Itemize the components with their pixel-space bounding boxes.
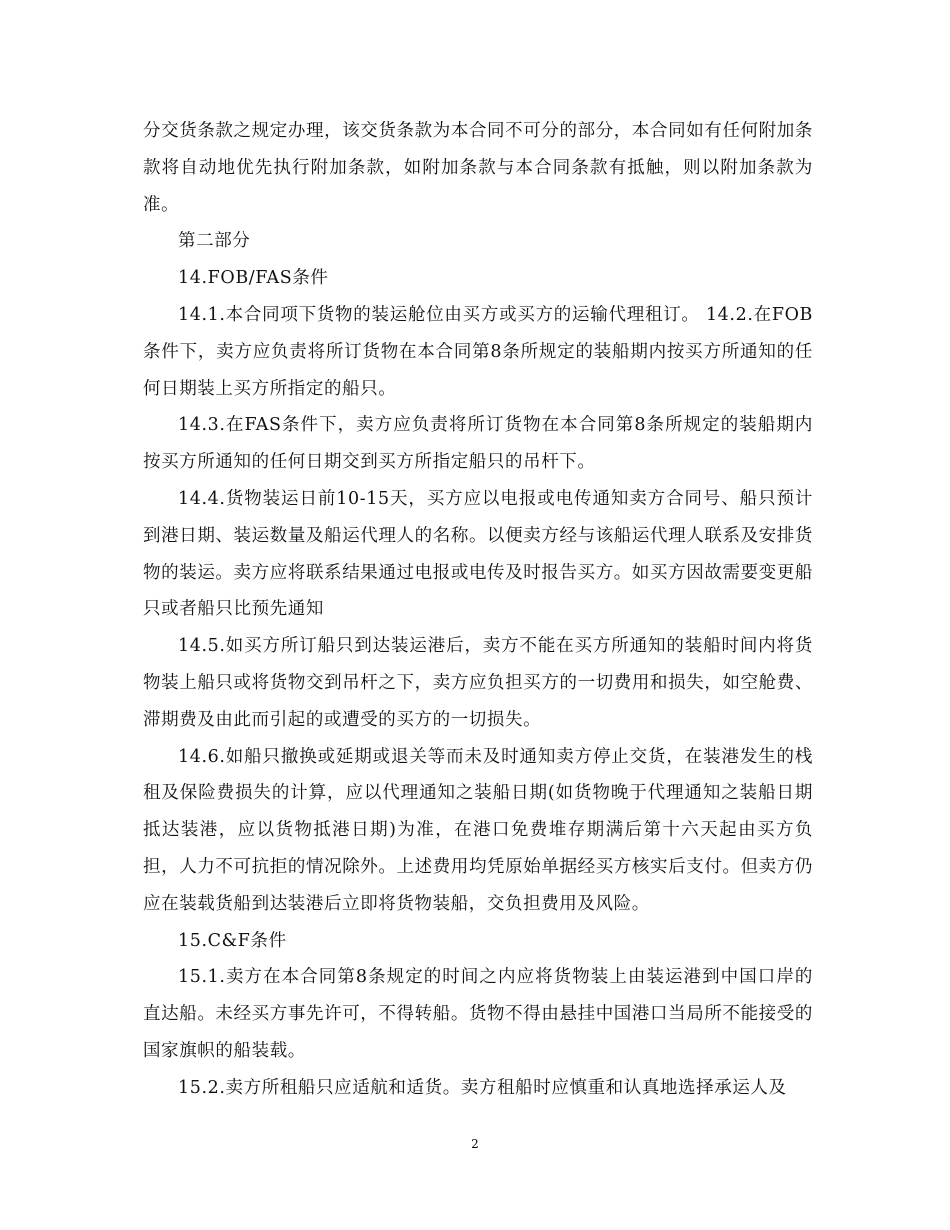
clause-14-3: 14.3.在FAS条件下，卖方应负责将所订货物在本合同第8条所规定的装船期内按买方所通知的任何日期交到买方所指定船只的吊杆下。 — [143, 415, 813, 473]
clause-heading-14: 14.FOB/FAS条件 — [178, 268, 329, 289]
section-heading-part-two: 第二部分 — [178, 231, 251, 252]
page-number: 2 — [471, 1137, 479, 1151]
clause-14-4: 14.4.货物装运日前10-15天，买方应以电报或电传通知卖方合同号、船只预计到港日期、装运数量及船运代理人的名称。以便卖方经与该船运代理人联系及安排货物的装运。卖方应将联系结果通过电报或电传及时报告买方。如买方因故需要变更船只或者船只比预先通知 — [143, 488, 813, 620]
clause-14-5: 14.5.如买方所订船只到达装运港后，卖方不能在买方所通知的装船时间内将货物装上船只或将货物交到吊杆之下，卖方应负担买方的一切费用和损失，如空舱费、滞期费及由此而引起的或遭受的买方的一切损失。 — [143, 636, 813, 730]
clause-15-2: 15.2.卖方所租船只应适航和适货。卖方租船时应慎重和认真地选择承运人及 — [178, 1077, 787, 1098]
document-body — [143, 113, 813, 1107]
clause-heading-15: 15.C&F条件 — [178, 930, 287, 951]
paragraph-continuation: 分交货条款之规定办理，该交货条款为本合同不可分的部分，本合同如有任何附加条款将自动地优先执行附加条款，如附加条款与本合同条款有抵触，则以附加条款为准。 — [143, 121, 813, 215]
clause-14-1-14-2: 14.1.本合同项下货物的装运舱位由买方或买方的运输代理租订。 14.2.在FOB条件下，卖方应负责将所订货物在本合同第8条所规定的装船期内按买方所通知的任何日期装上买方所指定的船只。 — [143, 304, 813, 399]
clause-14-6: 14.6.如船只撤换或延期或退关等而未及时通知卖方停止交货，在装港发生的栈租及保险费损失的计算，应以代理通知之装船日期(如货物晚于代理通知之装船日期抵达装港，应以货物抵港日期)为准，在港口免费堆存期满后第十六天起由买方负担，人力不可抗拒的情况除外。上述费用均凭原始单据经买方核实后支付。但卖方仍应在装载货船到达装港后立即将货物装船，交负担费用及风险。 — [143, 746, 813, 914]
clause-15-1: 15.1.卖方在本合同第8条规定的时间之内应将货物装上由装运港到中国口岸的直达船。未经买方事先许可，不得转船。货物不得由悬挂中国港口当局所不能接受的国家旗帜的船装载。 — [143, 967, 813, 1061]
